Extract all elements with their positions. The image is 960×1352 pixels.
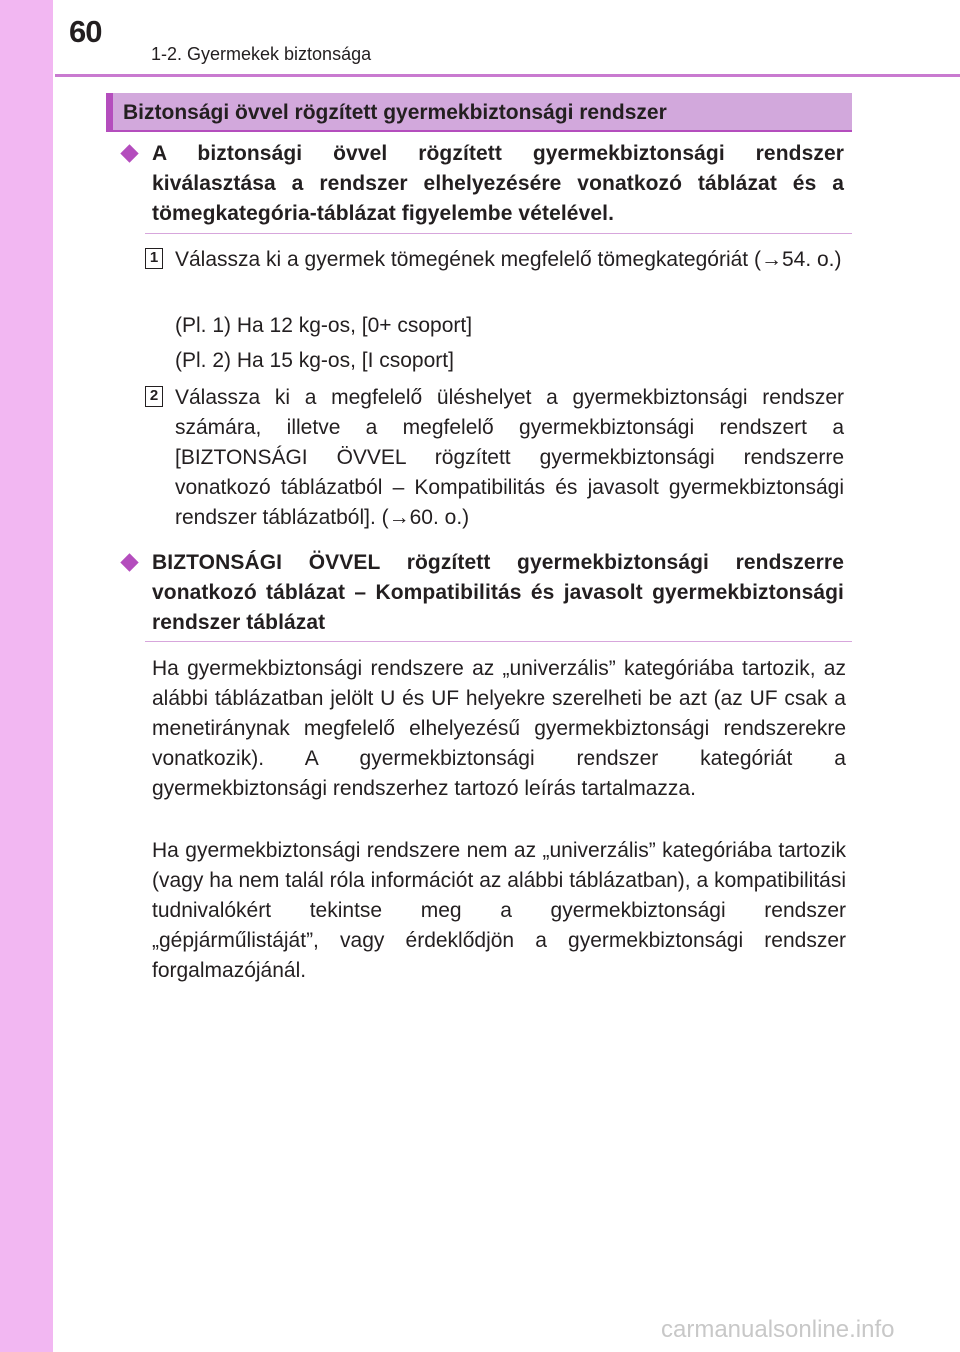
section-accent bbox=[106, 93, 113, 130]
subheading-table: BIZTONSÁGI ÖVVEL rögzített gyermekbiztonsági rendszerre vonatkozó táblázat – Kompatibilitás és javasolt gyermekbiztonsági rendszer táblázat bbox=[152, 551, 844, 634]
subheading-selection: A biztonsági övvel rögzített gyermekbiztonsági rendszer kiválasztása a rendszer elhelyezésére vonatkozó táblázat és a tömegkategória-táblázat figyelembe vételével. bbox=[152, 142, 844, 225]
non-universal-paragraph: Ha gyermekbiztonsági rendszere nem az „univerzális” kategóriába tartozik (vagy ha nem talál róla információt az alábbi táblázatban), a kompatibilitási tudnivalókért tekintse meg a gyermekbiztonsági rendszer „gépjárműlistáját”, vagy érdeklődjön a gyermekbiztonsági rendszer forgalmazójánál. bbox=[152, 839, 846, 982]
chapter-title: 1-2. Gyermekek biztonsága bbox=[151, 44, 372, 64]
step-1-text: Válassza ki a gyermek tömegének megfelelő tömegkategóriát (→54. o.) bbox=[175, 248, 842, 271]
step-number-1: 1 bbox=[145, 248, 163, 269]
step-number-2: 2 bbox=[145, 386, 163, 407]
section-title: Biztonsági övvel rögzített gyermekbiztonsági rendszer bbox=[123, 101, 667, 124]
subheading-rule bbox=[145, 233, 852, 234]
example-1: (Pl. 1) Ha 12 kg-os, [0+ csoport] bbox=[175, 314, 473, 337]
watermark: carmanualsonline.info bbox=[661, 1316, 895, 1343]
header-rule bbox=[55, 74, 960, 77]
section-underline bbox=[106, 130, 852, 132]
universal-category-paragraph: Ha gyermekbiztonsági rendszere az „univerzális” kategóriába tartozik, az alábbi táblázatban jelölt U és UF helyekre szerelheti be azt (az UF csak a menetiránynak megfelelő elhelyezésű gyermekbiztonsági rendszerekre vonatkozik). A gyermekbiztonsági rendszer kategóriát a gyermekbiztonsági rendszerhez tartozó leírás tartalmazza. bbox=[152, 657, 846, 800]
subheading-rule bbox=[145, 641, 852, 642]
example-2: (Pl. 2) Ha 15 kg-os, [I csoport] bbox=[175, 349, 454, 372]
step-2-text: Válassza ki a megfelelő üléshelyet a gyermekbiztonsági rendszer számára, illetve a megfelelő gyermekbiztonsági rendszert a [BIZTONSÁGI ÖVVEL rögzített gyermekbiztonsági rendszerre vonatkozó táblázatból – Kompatibilitás és javasolt gyermekbiztonsági rendszer táblázatból]. (→60. o.) bbox=[175, 386, 844, 529]
diamond-bullet-icon bbox=[120, 553, 138, 571]
side-color-band bbox=[0, 0, 53, 1352]
section-heading-bar bbox=[106, 93, 852, 130]
diamond-bullet-icon bbox=[120, 144, 138, 162]
page-number: 60 bbox=[69, 14, 102, 49]
